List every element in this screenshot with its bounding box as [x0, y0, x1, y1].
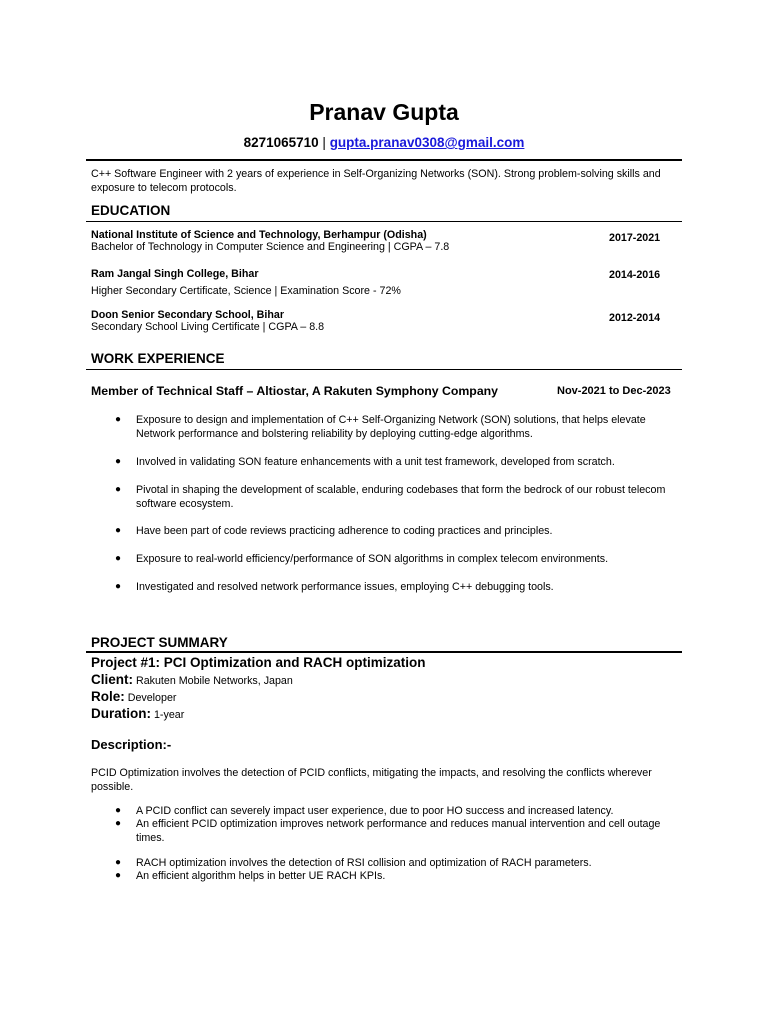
work-bullet: Exposure to design and implementation of C++ Self-Organizing Network (SON) solutions, that helps elevate Network performance and bolstering reliability by deploying cutting-edge algorithms.: [136, 414, 646, 440]
project-bullet: RACH optimization involves the detection of RSI collision and optimization of RACH parameters.: [136, 857, 592, 869]
education-years: 2017-2021: [609, 232, 661, 244]
email-link[interactable]: gupta.pranav0308@gmail.com: [329, 135, 525, 150]
header-divider: [86, 159, 682, 161]
bullet-icon: ●: [115, 553, 122, 564]
contact-line: [0, 135, 768, 150]
bullet-icon: ●: [115, 581, 122, 592]
project-duration: [91, 706, 184, 721]
bullet-icon: ●: [115, 414, 122, 425]
education-school: National Institute of Science and Technology, Berhampur (Odisha): [91, 229, 427, 241]
education-heading: EDUCATION: [91, 203, 171, 218]
job-dates: Nov-2021 to Dec-2023: [557, 385, 671, 397]
project-bullet: An efficient algorithm helps in better UE RACH KPIs.: [136, 870, 386, 882]
education-school: Doon Senior Secondary School, Bihar: [91, 309, 285, 321]
client-value: Rakuten Mobile Networks, Japan: [135, 675, 293, 687]
work-bullet: Pivotal in shaping the development of scalable, enduring codebases that form the bedrock of our robust telecom software ecosystem.: [136, 484, 666, 510]
education-school: Ram Jangal Singh College, Bihar: [91, 268, 259, 280]
work-divider: [86, 369, 682, 370]
project-summary-heading: PROJECT SUMMARY: [91, 635, 228, 650]
project-divider: [86, 651, 682, 653]
bullet-icon: ●: [115, 805, 122, 816]
bullet-icon: ●: [115, 525, 122, 536]
work-bullet: Investigated and resolved network performance issues, employing C++ debugging tools.: [136, 581, 554, 593]
project-bullet: A PCID conflict can severely impact user experience, due to poor HO success and increased latency.: [136, 805, 614, 817]
education-detail: Higher Secondary Certificate, Science | Examination Score - 72%: [91, 285, 401, 297]
duration-label: Duration:: [91, 706, 151, 721]
bullet-icon: ●: [115, 870, 122, 881]
work-bullet: Exposure to real-world efficiency/performance of SON algorithms in complex telecom environments.: [136, 553, 609, 565]
role-value: Developer: [127, 692, 177, 704]
education-detail: Secondary School Living Certificate | CGPA – 8.8: [91, 321, 325, 333]
project-bullet: An efficient PCID optimization improves network performance and reduces manual intervention and cell outage times.: [136, 818, 661, 844]
education-divider: [86, 221, 682, 222]
project-description: PCID Optimization involves the detection of PCID conflicts, mitigating the impacts, and resolving the conflicts wherever possible.: [91, 767, 652, 793]
phone-number: 8271065710: [243, 135, 319, 150]
project-title: Project #1: PCI Optimization and RACH optimization: [91, 655, 426, 670]
candidate-name: Pranav Gupta: [309, 99, 459, 125]
job-title: Member of Technical Staff – Altiostar, A Rakuten Symphony Company: [91, 384, 499, 398]
project-client: [91, 672, 293, 687]
professional-summary: C++ Software Engineer with 2 years of experience in Self-Organizing Networks (SON). Strong problem-solving skills and exposure to telecom protocols.: [91, 168, 661, 194]
work-experience-heading: WORK EXPERIENCE: [91, 351, 225, 366]
work-bullet: Have been part of code reviews practicing adherence to coding practices and principles.: [136, 525, 553, 537]
bullet-icon: ●: [115, 484, 122, 495]
education-years: 2012-2014: [609, 312, 661, 324]
education-detail: Bachelor of Technology in Computer Science and Engineering | CGPA – 7.8: [91, 241, 450, 253]
contact-separator: |: [318, 135, 330, 150]
education-years: 2014-2016: [609, 269, 661, 281]
description-heading: Description:-: [91, 737, 172, 752]
bullet-icon: ●: [115, 456, 122, 467]
project-role: [91, 689, 176, 704]
bullet-icon: ●: [115, 818, 122, 829]
duration-value: 1-year: [153, 709, 185, 721]
bullet-icon: ●: [115, 857, 122, 868]
client-label: Client:: [91, 672, 133, 687]
role-label: Role:: [91, 689, 125, 704]
work-bullet: Involved in validating SON feature enhancements with a unit test framework, developed from scratch.: [136, 456, 615, 468]
